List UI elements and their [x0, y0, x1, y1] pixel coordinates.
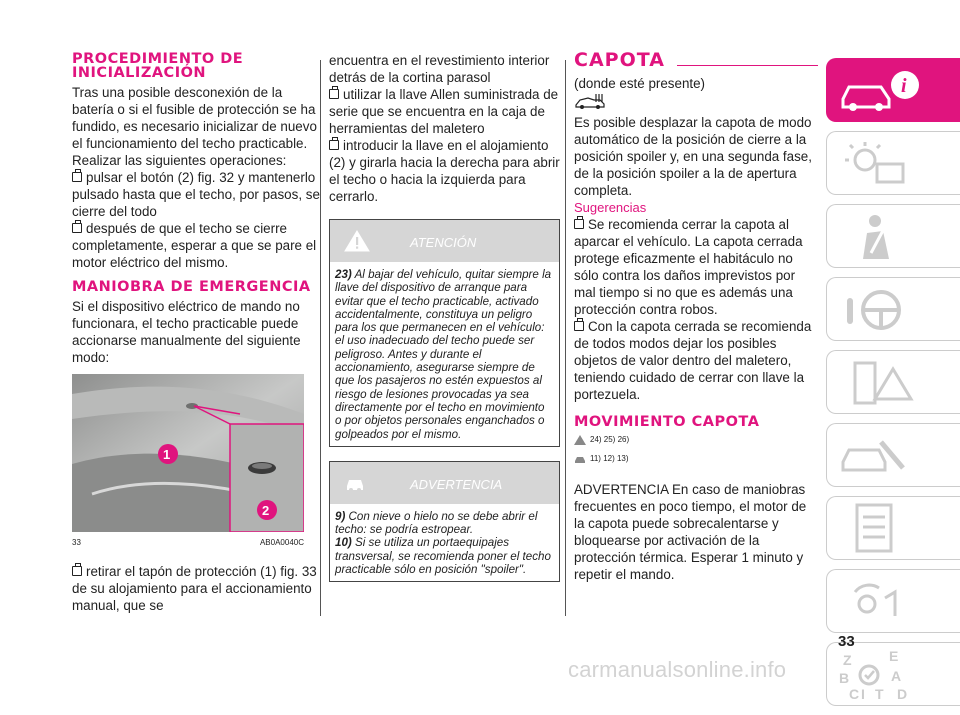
advertencia-header — [330, 462, 559, 504]
tab-multimedia[interactable] — [826, 569, 960, 633]
advertencia-refs: 11) 12) 13) — [574, 450, 818, 467]
section-title-capota: CAPOTA — [574, 52, 818, 69]
book-icon — [72, 223, 82, 233]
bullet-item: utilizar la llave Allen suministrada de serie que se encuentra en la caja de herramientas del maletero — [329, 87, 559, 136]
advertencia-title: ADVERTENCIA — [410, 476, 503, 492]
bullet-item: Con la capota cerrada se recomienda de todos modos dejar los posibles objetos de valor dentro del maletero, teniendo cuidado de cerrar con llave la portezuela. — [574, 319, 812, 402]
subheading-sugerencias: Sugerencias — [574, 200, 647, 215]
warning-text: Al bajar del vehículo, quitar siempre la llave del dispositivo de arranque para evitar que el techo practicable, activado accidentalmente, constituya un peligro para los que permanecen en el vehículo: el uso inadecuado del techo puede ser peligroso. Antes y durante el accionamiento, asegurarse siempre de que los pasajeros no estén expuestos al riesgo de lesiones provocadas ya sea directamente por el techo en movimiento o por objetos personales enganchados o golpeados por el mismo. — [335, 268, 552, 441]
warning-triangle-icon — [344, 229, 370, 253]
paragraph: ADVERTENCIA En caso de maniobras frecuentes en poco tiempo, el motor de la capota puede sobrecalentarse y bloquearse por activación de la protección térmica. Esperar 1 minuto y repetir el mando. — [574, 482, 807, 582]
car-damage-icon — [344, 472, 366, 494]
column-divider — [565, 60, 566, 616]
chapter-tabs — [826, 58, 960, 715]
bullet-item: retirar el tapón de protección (1) fig. 33 de su alojamiento para el accionamiento manual, que se — [72, 564, 317, 613]
figure-number: 33 — [72, 538, 81, 547]
tab-safety[interactable] — [826, 204, 960, 268]
paragraph: (donde esté presente) — [574, 76, 706, 91]
seatbelt-icon — [835, 209, 935, 265]
warning-refs: 24) 25) 26) — [574, 431, 818, 448]
heading-maniobra-emergencia: MANIOBRA DE EMERGENCIA — [72, 279, 311, 295]
book-icon — [72, 566, 82, 576]
tab-technical-data[interactable] — [826, 496, 960, 560]
svg-text:D: D — [897, 686, 908, 702]
book-icon — [574, 219, 584, 229]
warning-title: ATENCIÓN — [410, 235, 477, 250]
page-number: 33 — [838, 633, 855, 650]
checklist-icon — [835, 501, 935, 557]
tab-index[interactable] — [826, 642, 960, 706]
tab-vehicle-info[interactable] — [826, 58, 960, 122]
column-1 — [72, 52, 320, 614]
paragraph: Es posible desplazar la capota de modo automático de la posición de cierre a la posición spoiler y, en una segunda fase, de la posición spoiler a la de apertura completa. — [574, 115, 812, 198]
book-icon — [574, 321, 584, 331]
title-rule — [677, 65, 818, 66]
warning-header — [330, 220, 559, 262]
svg-text:C: C — [849, 686, 860, 702]
multimedia-icon — [835, 574, 935, 630]
callout-2: 2 — [262, 503, 270, 518]
watermark: carmanualsonline.info — [568, 657, 787, 682]
column-divider — [320, 60, 321, 616]
figure-33-roof-photo — [72, 374, 304, 532]
column-3 — [574, 49, 818, 583]
warning-body — [330, 262, 559, 446]
paragraph: Si el dispositivo eléctrico de mando no funcionara, el techo practicable puede accionarse manualmente del siguiente modo: — [72, 299, 301, 365]
heading-procedimiento-inicializacion: PROCEDIMIENTO DE INICIALIZACIÓN — [72, 51, 244, 81]
car-info-icon — [835, 63, 935, 119]
alphabet-index-icon — [835, 647, 935, 703]
book-icon — [329, 89, 339, 99]
advertencia-text: Con nieve o hielo no se debe abrir el techo: se podría estropear. — [335, 509, 538, 537]
svg-text:B: B — [839, 670, 850, 686]
car-small-icon — [574, 454, 586, 464]
svg-text:A: A — [891, 668, 902, 684]
advertencia-text: Si se utiliza un portaequipajes transversal, se recomienda poner el techo practicable sólo en posición "spoiler". — [335, 536, 551, 577]
figure-caption — [72, 534, 304, 551]
advertencia-ref-number: 10) — [335, 536, 352, 550]
tab-emergency[interactable] — [826, 350, 960, 414]
bullet-item: Se recomienda cerrar la capota al aparcar el vehículo. La capota cerrada protege eficazmente el habitáculo no sólo contra los daños imprevistos por mal tiempo si no que es además una protección contra robos. — [574, 217, 803, 317]
book-icon — [329, 140, 339, 150]
bullet-item: pulsar el botón (2) fig. 32 y mantenerlo pulsado hasta que el techo, por pasos, se cierre del todo — [72, 170, 320, 219]
warning-box-advertencia — [329, 461, 560, 582]
warning-road-icon — [835, 355, 935, 411]
advertencia-ref-number: 9) — [335, 509, 346, 523]
svg-text:T: T — [875, 686, 884, 702]
bullet-item: introducir la llave en el alojamiento (2) y girarla hacia la derecha para abrir el techo o hacia la izquierda para cerrarlo. — [329, 138, 560, 204]
car-wrench-icon — [835, 428, 935, 484]
heading-movimiento-capota: MOVIMIENTO CAPOTA — [574, 414, 760, 430]
bullet-item: después de que el techo se cierre completamente, esperar a que se pare el motor eléctrico del mismo. — [72, 221, 317, 270]
tab-driving[interactable] — [826, 277, 960, 341]
figure-code: AB0A0040C — [259, 538, 304, 547]
warning-ref-number: 23) — [335, 268, 352, 281]
svg-text:i: i — [901, 75, 907, 97]
convertible-option-icon — [574, 92, 606, 110]
steering-wheel-icon — [835, 282, 935, 338]
svg-text:Z: Z — [843, 652, 852, 668]
tab-dashboard-lights[interactable] — [826, 131, 960, 195]
svg-text:E: E — [889, 648, 899, 664]
sun-lights-icon — [835, 136, 935, 192]
tab-maintenance[interactable] — [826, 423, 960, 487]
column-2 — [329, 52, 560, 582]
paragraph: encuentra en el revestimiento interior detrás de la cortina parasol — [329, 53, 550, 85]
svg-text:I: I — [861, 686, 865, 702]
warning-box-atencion — [329, 219, 560, 447]
paragraph: Tras una posible desconexión de la batería o si el fusible de protección se ha fundido, es necesario inicializar de nuevo el funcionamiento del techo practicable. Realizar las siguientes operaciones: — [72, 85, 317, 168]
advertencia-body — [330, 504, 559, 581]
warning-small-icon — [574, 435, 586, 445]
callout-1: 1 — [163, 447, 171, 462]
book-icon — [72, 172, 82, 182]
